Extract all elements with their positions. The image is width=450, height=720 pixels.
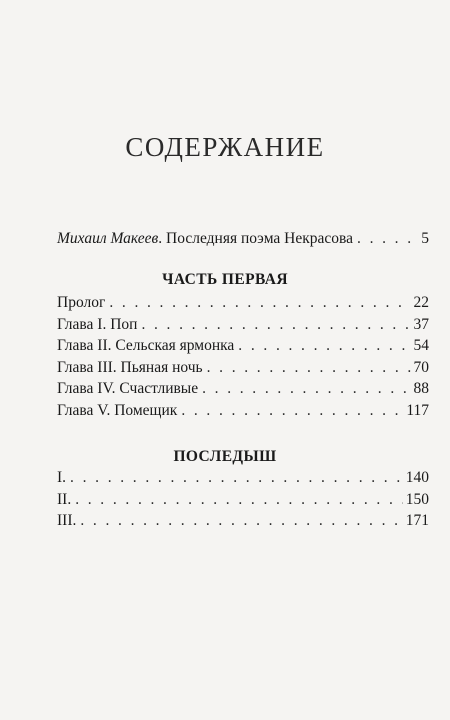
toc-row bbox=[57, 489, 429, 511]
toc-row bbox=[57, 314, 429, 336]
toc-row-label: Глава I. Поп bbox=[57, 315, 138, 333]
toc-row-page: 117 bbox=[406, 401, 429, 419]
part1-list bbox=[57, 292, 429, 422]
toc-row-label: Глава IV. Счастливые bbox=[57, 380, 199, 398]
dot-leader bbox=[75, 489, 403, 511]
intro-entry bbox=[57, 228, 429, 250]
dot-leader bbox=[181, 400, 403, 422]
section-heading-part2: ПОСЛЕДЫШ bbox=[173, 448, 277, 465]
toc-row-label: Глава II. Сельская ярмонка bbox=[57, 337, 235, 355]
intro-author: Михаил Макеев bbox=[57, 230, 159, 247]
toc-row bbox=[57, 335, 429, 357]
toc-row-page: 70 bbox=[413, 358, 429, 376]
toc-row-label: Глава V. Помещик bbox=[57, 401, 178, 419]
toc-row-label: Глава III. Пьяная ночь bbox=[57, 358, 203, 376]
toc-row-page: 22 bbox=[413, 294, 429, 311]
dot-leader bbox=[357, 228, 418, 250]
toc-row bbox=[57, 228, 429, 250]
toc-row bbox=[57, 510, 429, 532]
dot-leader bbox=[109, 292, 410, 314]
toc-row-page: 54 bbox=[413, 337, 429, 355]
toc-row-page: 140 bbox=[405, 469, 429, 486]
toc-row-page: 5 bbox=[421, 230, 429, 247]
section-heading-part1: ЧАСТЬ ПЕРВАЯ bbox=[162, 271, 288, 288]
toc-row bbox=[57, 400, 429, 422]
toc-row-page: 88 bbox=[413, 380, 429, 398]
toc-row-page: 171 bbox=[405, 512, 429, 530]
page-title: СОДЕРЖАНИЕ bbox=[125, 132, 325, 162]
dot-leader bbox=[202, 378, 410, 400]
toc-row-page: 150 bbox=[405, 490, 429, 508]
toc-row-label: II. bbox=[57, 490, 72, 508]
dot-leader bbox=[70, 467, 403, 489]
dot-leader bbox=[207, 357, 411, 379]
part2-list bbox=[57, 467, 429, 532]
toc-row-label: Пролог bbox=[57, 294, 106, 311]
dot-leader bbox=[238, 335, 410, 357]
toc-row-label: III. bbox=[57, 512, 77, 530]
toc-row bbox=[57, 357, 429, 379]
toc-row-label: I. bbox=[57, 469, 67, 486]
toc-row-page: 37 bbox=[413, 315, 429, 333]
toc-row bbox=[57, 378, 429, 400]
toc-row-label bbox=[57, 228, 353, 250]
toc-row bbox=[57, 292, 429, 314]
toc-row bbox=[57, 467, 429, 489]
dot-leader bbox=[141, 314, 410, 336]
dot-leader bbox=[80, 510, 402, 532]
intro-text: . Последняя поэма Некрасова bbox=[158, 230, 354, 247]
